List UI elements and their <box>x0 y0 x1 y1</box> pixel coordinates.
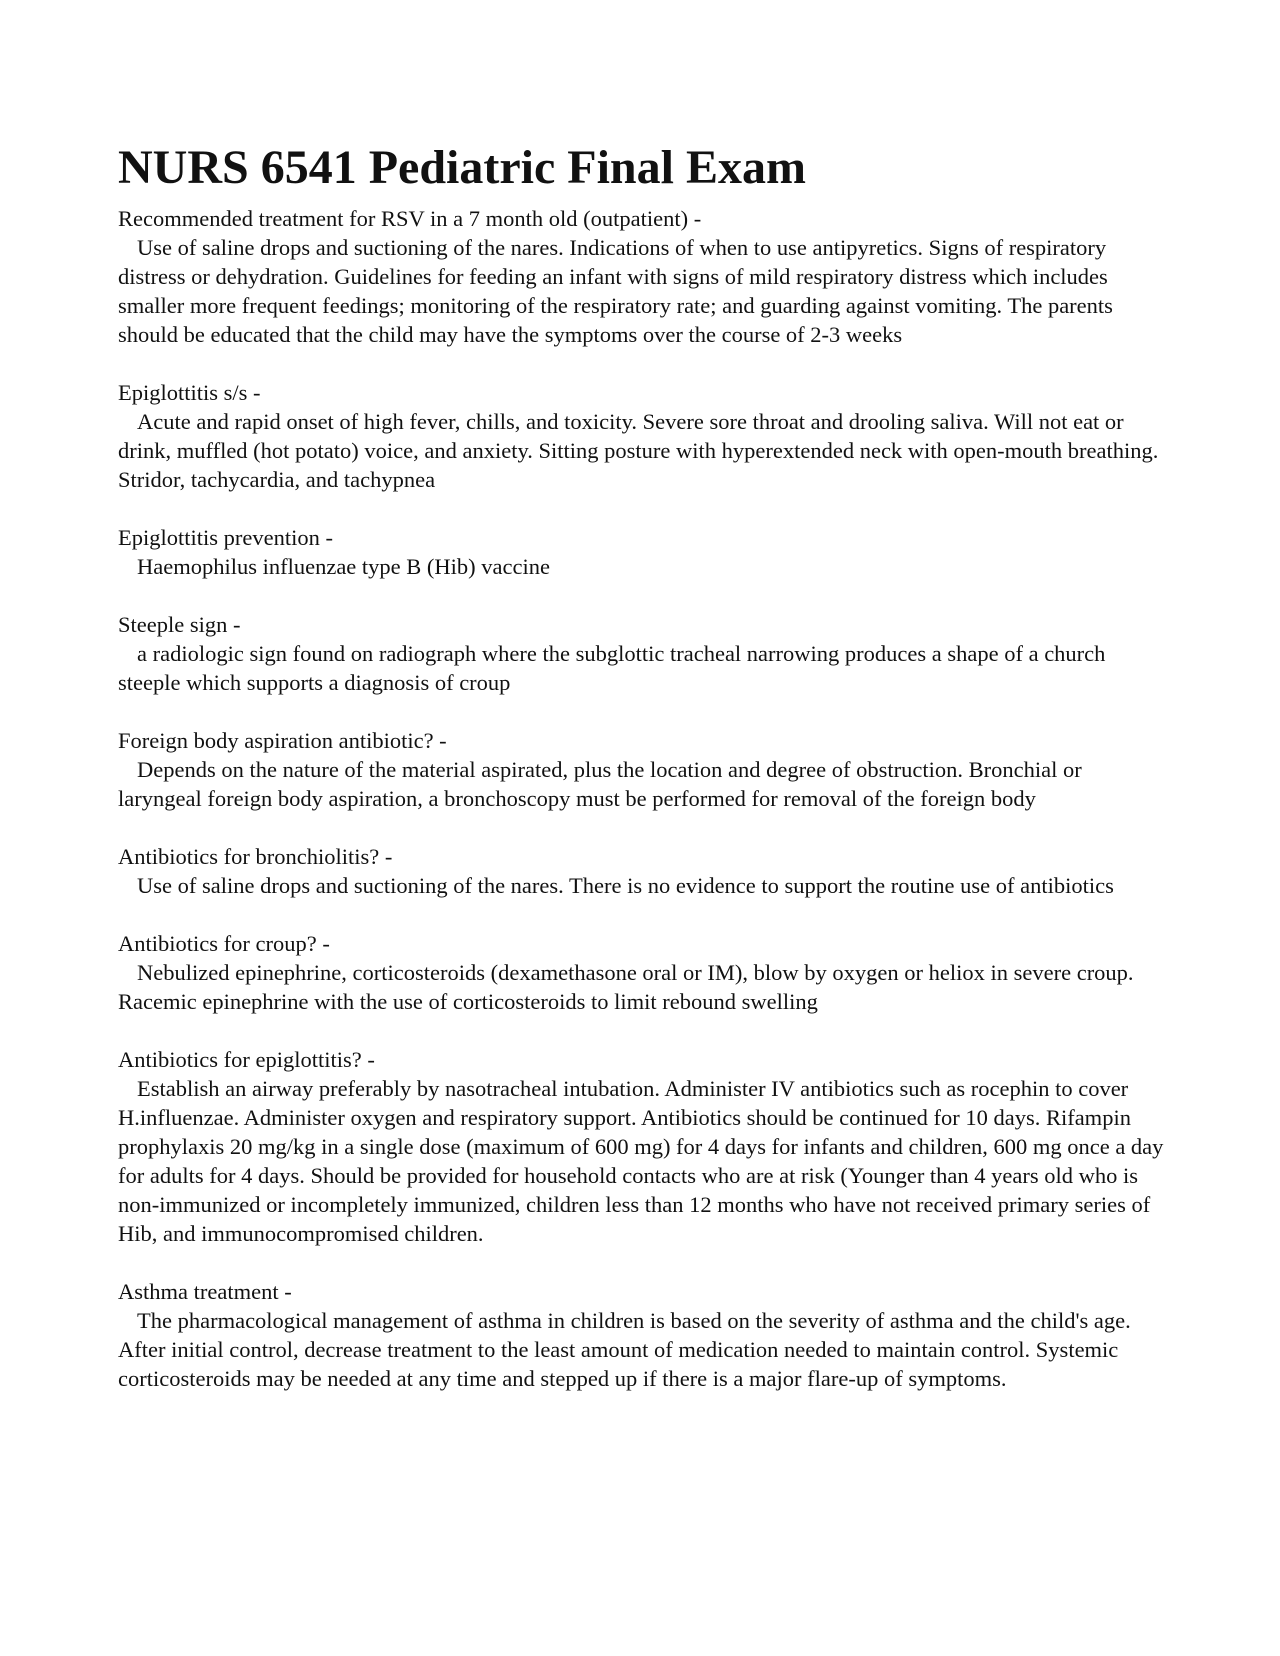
answer-text: Use of saline drops and suctioning of the nares. There is no evidence to support the routine use of antibiotics <box>137 873 1114 898</box>
question-text: Antibiotics for bronchiolitis? - <box>118 844 393 869</box>
answer-text: Haemophilus influenzae type B (Hib) vaccine <box>137 554 550 579</box>
question-text: Recommended treatment for RSV in a 7 month old (outpatient) - <box>118 206 702 231</box>
question-text: Epiglottitis s/s - <box>118 380 261 405</box>
question-text: Asthma treatment - <box>118 1279 292 1304</box>
qa-entry-croup <box>118 929 1168 1016</box>
answer-text: Establish an airway preferably by nasotracheal intubation. Administer IV antibiotics such as rocephin to cover H.influenzae. Administer oxygen and respiratory support. Antibiotics should be continued for 10 days. Rifampin prophylaxis 20 mg/kg in a single dose (maximum of 600 mg) for 4 days for infants and children, 600 mg once a day for adults for 4 days. Should be provided for household contacts who are at risk (Younger than 4 years old who is non-immunized or incompletely immunized, children less than 12 months who have not received primary series of Hib, and immunocompromised children. <box>118 1076 1164 1246</box>
qa-entry-epiglottitis-antibiotics <box>118 1045 1168 1248</box>
qa-entry-bronchiolitis <box>118 842 1168 900</box>
qa-entry-epiglottitis-signs <box>118 378 1168 494</box>
question-text: Foreign body aspiration antibiotic? - <box>118 728 447 753</box>
question-text: Steeple sign - <box>118 612 241 637</box>
answer-text: Acute and rapid onset of high fever, chills, and toxicity. Severe sore throat and drooling saliva. Will not eat or drink, muffled (hot potato) voice, and anxiety. Sitting posture with hyperextended neck with open-mouth breathing. Stridor, tachycardia, and tachypnea <box>118 409 1159 492</box>
question-text: Antibiotics for epiglottitis? - <box>118 1047 375 1072</box>
answer-text: Use of saline drops and suctioning of the nares. Indications of when to use antipyretics. Signs of respiratory distress or dehydration. Guidelines for feeding an infant with signs of mild respiratory distress which includes smaller more frequent feedings; monitoring of the respiratory rate; and guarding against vomiting. The parents should be educated that the child may have the symptoms over the course of 2-3 weeks <box>118 235 1113 347</box>
question-text: Epiglottitis prevention - <box>118 525 333 550</box>
question-text: Antibiotics for croup? - <box>118 931 330 956</box>
qa-entry-epiglottitis-prevention <box>118 523 1168 581</box>
qa-entry-asthma <box>118 1277 1168 1393</box>
answer-text: The pharmacological management of asthma in children is based on the severity of asthma and the child's age. After initial control, decrease treatment to the least amount of medication needed to maintain control. Systemic corticosteroids may be needed at any time and stepped up if there is a major flare-up of symptoms. <box>118 1308 1131 1391</box>
answer-text: Nebulized epinephrine, corticosteroids (dexamethasone oral or IM), blow by oxygen or heliox in severe croup. Racemic epinephrine with the use of corticosteroids to limit rebound swelling <box>118 960 1134 1014</box>
document-page <box>118 140 1168 1422</box>
page-title: NURS 6541 Pediatric Final Exam <box>118 141 806 194</box>
answer-text: Depends on the nature of the material aspirated, plus the location and degree of obstruction. Bronchial or laryngeal foreign body aspiration, a bronchoscopy must be performed for removal of the foreign body <box>118 757 1082 811</box>
qa-entry-foreign-body <box>118 726 1168 813</box>
qa-entry-steeple-sign <box>118 610 1168 697</box>
answer-text: a radiologic sign found on radiograph where the subglottic tracheal narrowing produces a shape of a church steeple which supports a diagnosis of croup <box>118 641 1106 695</box>
qa-entry-rsv <box>118 204 1168 349</box>
